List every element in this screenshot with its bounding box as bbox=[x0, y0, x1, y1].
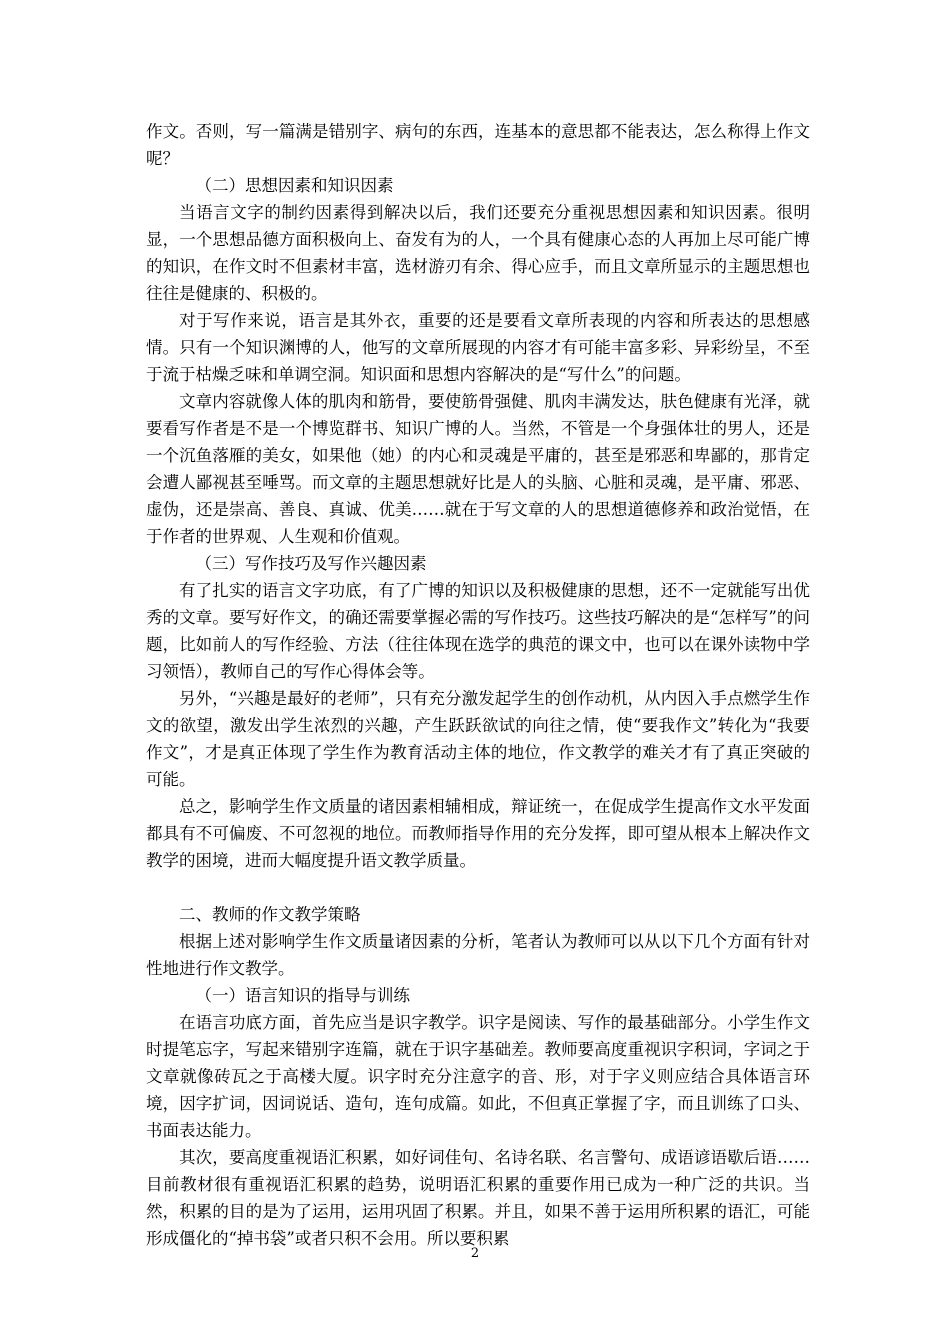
chapter-heading-teaching-strategy: 二、教师的作文教学策略 bbox=[179, 905, 361, 924]
paragraph: 总之，影响学生作文质量的诸因素相辅相成，辩证统一，在促成学生提高作文水平发面都具有不可偏废、不可忽视的地位。而教师指导作用的充分发挥，即可望从根本上解决作文教学的困境，进而大幅度提升语文教学质量。 bbox=[146, 797, 810, 870]
paragraph: 有了扎实的语言文字功底，有了广博的知识以及积极健康的思想，还不一定就能写出优秀的文章。要写好作文，的确还需要掌握必需的写作技巧。这些技巧解决的是“怎样写”的问题，比如前人的写作经验、方法（往往体现在选学的典范的课文中，也可以在课外读物中学习领悟），教师自己的写作心得体会等。 bbox=[146, 581, 810, 681]
section-heading-language-training: （一）语言知识的指导与训练 bbox=[195, 986, 410, 1005]
document-body bbox=[146, 118, 810, 1252]
paragraph: 另外，“兴趣是最好的老师”，只有充分激发起学生的创作动机，从内因入手点燃学生作文的欲望，激发出学生浓烈的兴趣，产生跃跃欲试的向往之情，使“要我作文”转化为“我要作文”，才是真正体现了学生作为教育活动主体的地位，作文教学的难关才有了真正突破的可能。 bbox=[146, 689, 810, 789]
page-number: 2 bbox=[470, 1246, 480, 1261]
paragraph: 在语言功底方面，首先应当是识字教学。识字是阅读、写作的最基础部分。小学生作文时提笔忘字，写起来错别字连篇，就在于识字基础差。教师要高度重视识字积词，字词之于文章就像砖瓦之于高楼大厦。识字时充分注意字的音、形，对于字义则应结合具体语言环境，因字扩词，因词说话、造句，连句成篇。如此，不但真正掌握了字，而且训练了口头、书面表达能力。 bbox=[146, 1013, 810, 1140]
section-heading-writing-skills: （三）写作技巧及写作兴趣因素 bbox=[195, 554, 427, 573]
paragraph: 文章内容就像人体的肌肉和筋骨，要使筋骨强健、肌肉丰满发达，肤色健康有光泽，就要看写作者是不是一个博览群书、知识广博的人。当然，不管是一个身强体壮的男人，还是一个沉鱼落雁的美女，如果他（她）的内心和灵魂是平庸的，甚至是邪恶和卑鄙的，那肯定会遭人鄙视甚至唾骂。而文章的主题思想就好比是人的头脑、心脏和灵魂，是平庸、邪恶、虚伪，还是崇高、善良、真诚、优美……就在于写文章的人的思想道德修养和政治觉悟，在于作者的世界观、人生观和价值观。 bbox=[146, 392, 810, 546]
blank-line bbox=[146, 874, 810, 901]
paragraph: 根据上述对影响学生作文质量诸因素的分析，笔者认为教师可以从以下几个方面有针对性地进行作文教学。 bbox=[146, 932, 810, 978]
paragraph: 当语言文字的制约因素得到解决以后，我们还要充分重视思想因素和知识因素。很明显，一个思想品德方面积极向上、奋发有为的人，一个具有健康心态的人再加上尽可能广博的知识，在作文时不但素材丰富，选材游刃有余、得心应手，而且文章所显示的主题思想也往往是健康的、积极的。 bbox=[146, 203, 810, 303]
paragraph: 其次，要高度重视语汇积累，如好词佳句、名诗名联、名言警句、成语谚语歇后语……目前教材很有重视语汇积累的趋势，说明语汇积累的重要作用已成为一种广泛的共识。当然，积累的目的是为了运用，运用巩固了积累。并且，如果不善于运用所积累的语汇，可能形成僵化的“掉书袋”或者只积不会用。所以要积累 bbox=[146, 1148, 810, 1248]
paragraph: 对于写作来说，语言是其外衣，重要的还是要看文章所表现的内容和所表达的思想感情。只有一个知识渊博的人，他写的文章所展现的内容才有可能丰富多彩、异彩纷呈，不至于流于枯燥乏味和单调空洞。知识面和思想内容解决的是“写什么”的问题。 bbox=[146, 311, 810, 384]
paragraph-continuation: 作文。否则，写一篇满是错别字、病句的东西，连基本的意思都不能表达，怎么称得上作文呢？ bbox=[146, 122, 810, 168]
section-heading-thought-knowledge: （二）思想因素和知识因素 bbox=[195, 176, 394, 195]
